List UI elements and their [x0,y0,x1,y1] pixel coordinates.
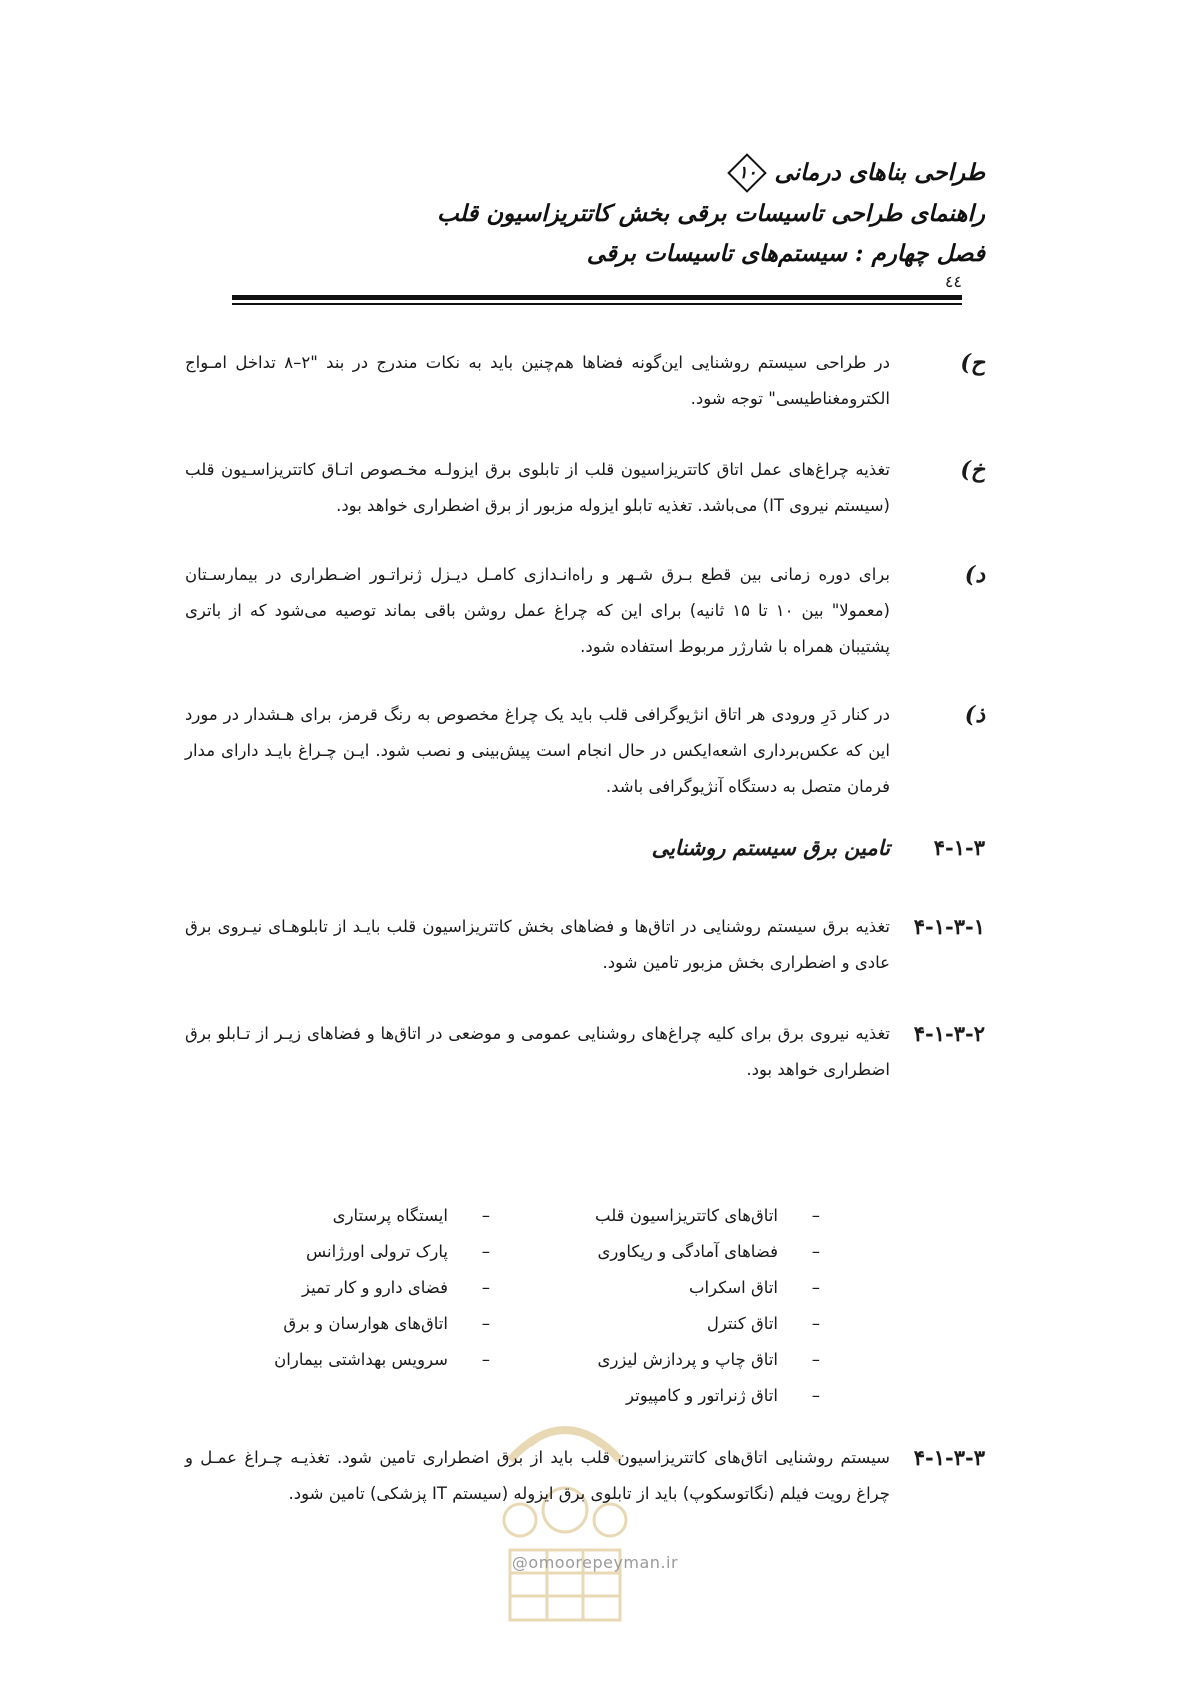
list-item: –سرویس بهداشتی بیماران [274,1350,490,1369]
section-title: تامین برق سیستم روشنایی [651,835,890,860]
item-marker: ذ) [964,702,985,728]
volume-badge [726,152,768,194]
watermark-logo [470,1390,660,1650]
subsection-text: تغذیه برق سیستم روشنایی در اتاق‌ها و فضاهای بخش کاتتریزاسیون قلب بایـد از تابلوهـای نیـروی برق عادی و اضطراری بخش مزبور تامین شود. [185,917,890,972]
list-item: –پارک ترولی اورژانس [306,1242,490,1261]
header-rule-thick [232,295,962,300]
book-title: طراحی بناهای درمانی [774,159,985,186]
list-item: –اتاق‌های هوارسان و برق [283,1314,490,1333]
room-list-left [230,1198,490,1378]
paragraph-item [185,557,985,665]
list-item: –اتاق ژنراتور و کامپیوتر [626,1386,820,1405]
at-icon: @ [511,1553,529,1572]
chapter-title: فصل چهارم : سیستم‌های تاسیسات برقی [586,240,985,267]
subsection-text: سیستم روشنایی اتاق‌های کاتتریزاسیون قلب باید از برق اضطراری تامین شود. تغذیـه چـراغ عمـل و چراغ رویت فیلم (نگاتوسکوپ) باید از تابلوی برق ایزوله (سیستم IT پزشکی) تامین شود. [185,1448,890,1503]
list-item: –فضای دارو و کار تمیز [301,1278,490,1297]
footer-website [0,1553,1190,1572]
item-marker: خ) [960,457,985,483]
subsection-text: تغذیه نیروی برق برای کلیه چراغ‌های روشنایی عمومی و موضعی در اتاق‌ها و فضاهای زیـر از تـابلو برق اضطراری خواهد بود. [185,1024,890,1079]
paragraph-item [185,452,985,524]
list-item: –اتاق اسکراب [689,1278,820,1297]
subsection-item [185,909,985,981]
item-marker: ح) [960,350,985,376]
section-number: ۴-۱-۳ [933,835,985,860]
volume-number: ۱۰ [738,163,757,183]
guide-title: راهنمای طراحی تاسیسات برقی بخش کاتتریزاسیون قلب [437,200,985,227]
page-header [437,152,985,274]
list-item: –فضاهای آمادگی و ریکاوری [597,1242,820,1261]
header-rule-thin [232,303,962,305]
subsection-number: ۴-۱-۳-۲ [913,1021,985,1046]
item-marker: د) [964,562,985,588]
subsection-item [185,1440,985,1512]
item-text: در طراحی سیستم روشنایی این‌گونه فضاها هم‌چنین باید به نکات مندرج در بند "۲–۸ تداخل امـواج الکترومغناطیسی" توجه شود. [185,353,890,408]
item-text: در کنار دَرِ ورودی هر اتاق انژیوگرافی قلب باید یک چراغ مخصوص به رنگ قرمز، برای هـشدار در مورد این که عکس‌برداری اشعه‌ایکس در حال انجام است پیش‌بینی و نصب شود. ایـن چـراغ بایـد دارای مدار فرمان متصل به دستگاه آنژیوگرافی باشد. [185,705,890,796]
website-url: omoorepeyman.ir [528,1553,679,1572]
book-title-line [437,152,985,194]
list-item: –اتاق‌های کاتتریزاسیون قلب [595,1206,820,1225]
subsection-item [185,1016,985,1088]
list-item: –اتاق کنترل [706,1314,820,1333]
list-item: –اتاق چاپ و پردازش لیزری [597,1350,820,1369]
paragraph-item [185,345,985,417]
item-text: برای دوره زمانی بین قطع بـرق شـهر و راه‌انـدازی کامـل دیـزل ژنراتـور اضـطراری در بیمارسـتان (معمولا" بین ۱۰ تا ۱۵ ثانیه) برای این که چراغ عمل روشن باقی بماند توصیه می‌شود که از باتری پشتیبان همراه با شارژر مربوط استفاده شود. [185,565,890,656]
item-text: تغذیه چراغ‌های عمل اتاق کاتتریزاسیون قلب از تابلوی برق ایزولـه مخـصوص اتـاق کاتتریزاسـیون قلب (سیستم نیروی IT) می‌باشد. تغذیه تابلو ایزوله مزبور از برق اضطراری خواهد بود. [185,460,890,515]
list-item: –ایستگاه پرستاری [332,1206,490,1225]
page-number: ٤٤ [944,272,962,291]
subsection-number: ۴-۱-۳-۱ [913,914,985,939]
section-heading [185,830,985,866]
paragraph-item [185,697,985,805]
room-list-right [590,1198,820,1414]
subsection-number: ۴-۱-۳-۳ [913,1445,985,1470]
